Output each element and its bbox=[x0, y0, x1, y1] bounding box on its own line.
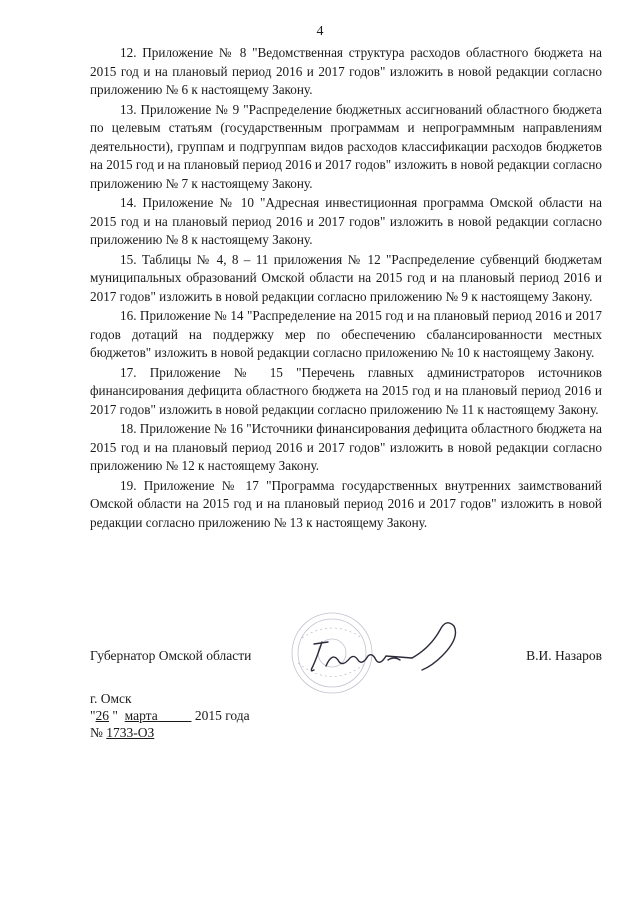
signature-row bbox=[90, 648, 602, 670]
date-month: марта bbox=[124, 708, 158, 723]
number-sign: № bbox=[90, 725, 103, 740]
document-footer bbox=[90, 690, 390, 741]
city: г. Омск bbox=[90, 691, 132, 706]
paragraph-13: 13. Приложение № 9 "Распределение бюджетных ассигнований областного бюджета по целевым статьям (государственным программам и непрограммным направлениям деятельности), группам и подгруппам видов расходов классификации расходов бюджетов на 2015 год и на плановый период 2016 и 2017 годов" изложить в новой редакции согласно приложению № 7 к настоящему Закону. bbox=[90, 101, 602, 191]
signatory-title: Губернатор Омской области bbox=[90, 648, 252, 663]
paragraph-16: 16. Приложение № 14 "Распределение на 2015 год и на плановый период 2016 и 2017 годов дотаций на поддержку мер по обеспечению сбалансированности местных бюджетов" изложить в новой редакции согласно приложению № 10 к настоящему Закону. bbox=[90, 308, 602, 360]
page-number: 4 bbox=[316, 24, 324, 39]
signatory-name: В.И. Назаров bbox=[526, 648, 602, 663]
date-day: 26 bbox=[95, 708, 110, 723]
paragraph-19: 19. Приложение № 17 "Программа государственных внутренних заимствований Омской области на 2015 год и на плановый период 2016 и 2017 годов" изложить в новой редакции согласно приложению № 13 к настоящему Закону. bbox=[90, 477, 602, 530]
paragraph-18: 18. Приложение № 16 "Источники финансирования дефицита областного бюджета на 2015 год и на плановый период 2016 и 2017 годов" изложить в новой редакции согласно приложению № 12 к настоящему Закону. bbox=[90, 421, 602, 473]
paragraph-15: 15. Таблицы № 4, 8 – 11 приложения № 12 "Распределение субвенций бюджетам муниципальных образований Омской области на 2015 год и на плановый период 2016 и 2017 годов" изложить в новой редакции согласно приложению № 9 к настоящему Закону. bbox=[90, 251, 602, 304]
date-year: 2015 года bbox=[194, 708, 250, 723]
paragraph-12: 12. Приложение № 8 "Ведомственная структура расходов областного бюджета на 2015 год и на плановый период 2016 и 2017 годов" изложить в новой редакции согласно приложению № 6 к настоящему Закону. bbox=[90, 45, 602, 97]
paragraph-17: 17. Приложение № 15 "Перечень главных администраторов источников финансирования дефицита областного бюджета на 2015 год и на плановый период 2016 и 2017 годов" изложить в новой редакции согласно приложению № 11 к настоящему Закону. bbox=[90, 364, 602, 417]
date-line: "26 " марта 2015 года bbox=[90, 708, 250, 723]
document-body bbox=[90, 44, 602, 533]
paragraph-14: 14. Приложение № 10 "Адресная инвестиционная программа Омской области на 2015 год и на плановый период 2016 и 2017 годов" изложить в новой редакции согласно приложению № 8 к настоящему Закону. bbox=[90, 195, 602, 247]
law-number-value: 1733-ОЗ bbox=[106, 725, 155, 740]
law-number bbox=[90, 724, 390, 741]
